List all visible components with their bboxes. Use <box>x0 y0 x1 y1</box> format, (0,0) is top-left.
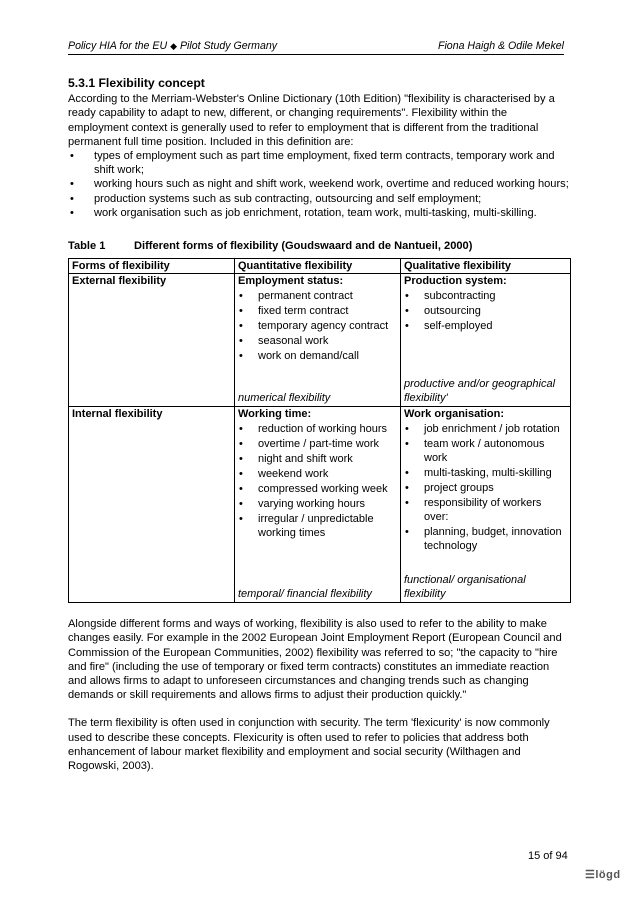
qualitative-cell: Production system: • subcontracting • outsourcing • self-employed productive and/or geographical flexibility' <box>401 274 571 407</box>
list-item: • work on demand/call <box>239 350 359 363</box>
list-item: • job enrichment / job rotation <box>405 423 560 436</box>
list-item: • overtime / part-time work <box>239 438 380 451</box>
table-caption <box>68 239 570 253</box>
bullet-icon: • <box>70 206 74 219</box>
quantitative-cell: Working time: • reduction of working hours • overtime / part-time work • night and shift work • weekend work • compressed working week • varying working hours • irregular / unpredictable working times temporal/ financial flexibility <box>235 407 401 603</box>
bullet-icon: • <box>70 192 74 205</box>
list-item: • responsibility of workers over: <box>405 497 542 524</box>
bullet-icon: • <box>70 150 74 163</box>
table-header-row <box>69 259 571 274</box>
table-row <box>69 407 571 603</box>
quantitative-cell: Employment status: • permanent contract • fixed term contract • temporary agency contract • seasonal work • work on demand/call numerical flexibility <box>235 274 401 407</box>
running-header <box>68 38 564 55</box>
list-item: • temporary agency contract <box>239 320 389 333</box>
header-authors: Fiona Haigh & Odile Mekel <box>437 40 564 52</box>
publisher-logo: ☰lögd <box>585 869 621 881</box>
list-item: • fixed term contract <box>239 305 349 318</box>
section-intro: According to the Merriam-Webster's Online Dictionary (10th Edition) "flexibility is characterised by a ready capability to adapt to new, different, or changing requirements". Flexibility within the employment context is generally used to refer to employment that is different from the traditional permanent full time position. Included in this definition are: <box>68 93 555 148</box>
list-item: • permanent contract <box>239 290 353 303</box>
list-item: • self-employed <box>405 320 493 333</box>
header-quantitative: Quantitative flexibility <box>235 259 401 274</box>
header-forms: Forms of flexibility <box>69 259 235 274</box>
list-item: • weekend work <box>239 468 329 481</box>
paragraph: Alongside different forms and ways of working, flexibility is also used to refer to the ability to make changes easily. For example in the 2002 European Joint Employment Report (European Council and Commission of the European Communities, 2002) flexibility was referred to so; "the capacity to "hire and fire" (including the use of temporary or fixed term contracts) constitutes an immediate reaction and allows firms to adapt to unforeseen circumstances and changing trends such as changing demands or skill requirements and allows firms to adjust their production quickly." <box>68 618 562 702</box>
header-left <box>68 40 277 52</box>
list-item: • multi-tasking, multi-skilling <box>405 467 552 480</box>
table-label: Table 1 <box>68 240 106 253</box>
document-body <box>68 66 570 773</box>
table-caption-text: Different forms of flexibility (Goudswaard and de Nantueil, 2000) <box>134 240 473 253</box>
header-qualitative: Qualitative flexibility <box>401 259 571 274</box>
row-form: Internal flexibility <box>69 407 235 603</box>
header-title: Policy HIA for the EU <box>68 40 168 52</box>
definition-item: • types of employment such as part time employment, fixed term contracts, temporary work and shift work; <box>70 150 555 177</box>
page-number: 15 of 94 <box>528 850 568 862</box>
flexibility-table <box>68 258 571 603</box>
cell-note: numerical flexibility <box>238 392 331 405</box>
definition-item: • work organisation such as job enrichment, rotation, team work, multi-tasking, multi-skilling. <box>70 206 537 219</box>
qualitative-cell: Work organisation: • job enrichment / job rotation • team work / autonomous work • multi-tasking, multi-skilling • project groups • responsibility of workers over: • planning, budget, innovation technology functional/ organisational flexibility <box>401 407 571 603</box>
cell-note: functional/ organisational flexibility <box>404 574 526 601</box>
list-item: • night and shift work <box>239 453 353 466</box>
list-item: • project groups <box>405 482 494 495</box>
diamond-icon: ◆ <box>170 41 177 51</box>
definition-item: • working hours such as night and shift work, weekend work, overtime and reduced working hours; <box>70 178 569 191</box>
paragraph: The term flexibility is often used in conjunction with security. The term 'flexicurity' is now commonly used to describe these concepts. Flexicurity is often used to refer to policies that address both enhancement of labour market flexibility and employment and social security (Wilthagen and Rogowski, 2003). <box>68 717 550 773</box>
header-subtitle: Pilot Study Germany <box>179 40 278 52</box>
table-row <box>69 274 571 407</box>
cell-note: temporal/ financial flexibility <box>238 588 372 601</box>
bullet-icon: • <box>70 178 74 191</box>
list-item: • reduction of working hours <box>239 423 388 436</box>
row-form: External flexibility <box>69 274 235 407</box>
definition-list <box>68 149 570 220</box>
list-item: • team work / autonomous work <box>405 438 545 465</box>
list-item: • planning, budget, innovation technology <box>405 526 562 553</box>
list-item: • subcontracting <box>405 290 496 303</box>
list-item: • outsourcing <box>405 305 481 318</box>
section-title: 5.3.1 Flexibility concept <box>68 76 205 90</box>
definition-item: • production systems such as sub contracting, outsourcing and self employment; <box>70 192 482 205</box>
list-item: • compressed working week <box>239 483 388 496</box>
cell-note: productive and/or geographical flexibility' <box>404 378 556 405</box>
list-item: • varying working hours <box>239 498 365 511</box>
list-item: • seasonal work <box>239 335 329 348</box>
list-item: • irregular / unpredictable working times <box>239 513 374 540</box>
